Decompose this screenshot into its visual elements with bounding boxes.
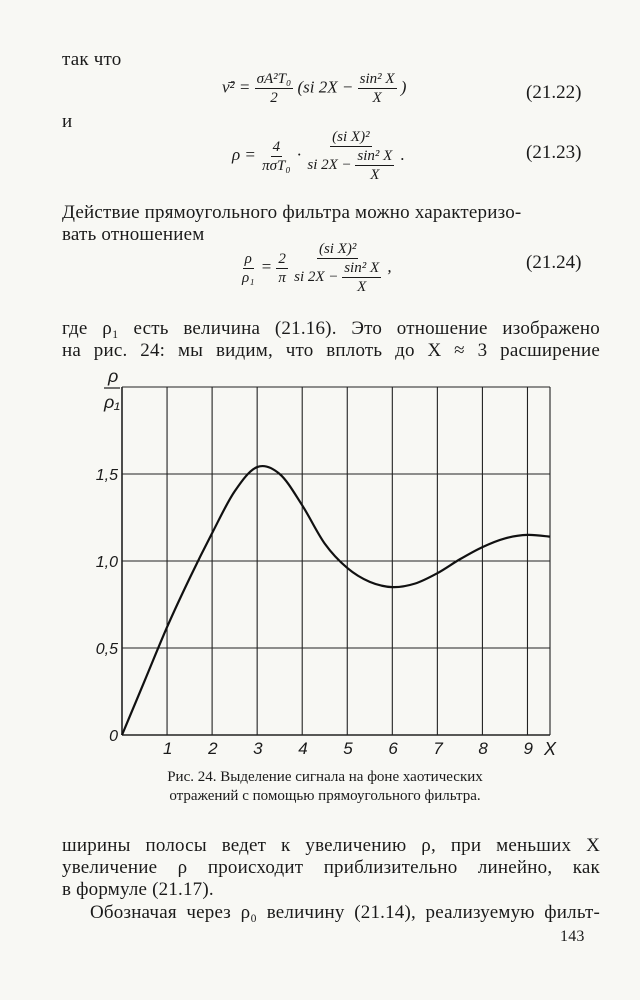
eq2-big-numerator: (si X)² xyxy=(332,129,370,145)
paragraph-1-line-1: Действие прямоугольного фильтра можно характеризо- xyxy=(62,202,522,223)
eq2-inner-numerator: sin² X xyxy=(357,148,393,164)
paragraph-1-line-2: вать отношением xyxy=(62,224,205,245)
figure-24-chart xyxy=(90,362,570,762)
eq2-numerator: 4 xyxy=(272,138,281,155)
equation-number-21-22: (21.22) xyxy=(526,82,582,103)
eq3-inner-denominator: X xyxy=(357,279,367,295)
eq3-inner-fraction xyxy=(342,259,381,296)
y-axis-label-denominator: ρ₁ xyxy=(104,392,120,412)
eq3-equals: = xyxy=(260,256,273,276)
eq3-big-numerator: (si X)² xyxy=(318,241,357,257)
eq1-lhs: ν̄² = xyxy=(222,77,251,97)
eq3-lhs-numerator: ρ xyxy=(244,250,252,267)
equation-number-21-24: (21.24) xyxy=(526,252,582,273)
eq2-lhs: ρ = xyxy=(232,144,256,164)
eq1-body: (si 2X − xyxy=(297,77,354,97)
eq3-fraction xyxy=(276,250,288,287)
y-tick-label: 0 xyxy=(109,728,118,745)
equation-number-21-23: (21.23) xyxy=(526,142,582,163)
eq2-end: . xyxy=(400,144,405,164)
eq3-den-left: si 2X − xyxy=(294,268,339,285)
x-tick-label: 6 xyxy=(388,739,398,758)
eq3-end: , xyxy=(387,256,392,276)
paragraph-3-line-2: увеличение ρ происходит приблизительно линейно, как xyxy=(62,857,600,878)
equation-21-24 xyxy=(240,240,392,296)
eq2-inner-fraction xyxy=(355,147,394,184)
eq1-numerator: σA²T₀ xyxy=(256,71,292,87)
page-number: 143 xyxy=(560,928,585,945)
chart-tick-labels xyxy=(96,467,534,758)
y-tick-label: 0,5 xyxy=(95,641,118,658)
eq3-big-fraction xyxy=(292,240,383,296)
chart-series xyxy=(122,466,550,735)
eq1-close: ) xyxy=(400,77,407,97)
paragraph-2-line-2: на рис. 24: мы видим, что вплоть до X ≈ 3 расширение xyxy=(62,340,600,361)
and-text: и xyxy=(62,111,73,132)
paragraph-4-line-1: Обозначая через ρ₀ величину (21.14), реализуемую фильт- xyxy=(90,902,600,923)
eq2-dot: · xyxy=(296,144,302,164)
caption-line-2: отражений с помощью прямоугольного фильтра. xyxy=(169,788,481,804)
paragraph-3-line-1: ширины полосы ведет к увеличению ρ, при меньших X xyxy=(62,835,600,856)
x-tick-label: 2 xyxy=(208,739,218,758)
eq3-lhs-denominator: ρ₁ xyxy=(242,269,255,286)
x-axis-label: X xyxy=(544,739,557,759)
x-tick-label: 3 xyxy=(253,739,263,758)
intro-text: так что xyxy=(62,49,122,70)
eq3-lhs-fraction xyxy=(240,250,256,287)
caption-line-1: Рис. 24. Выделение сигнала на фоне хаотических xyxy=(167,769,483,785)
eq1-inner-numerator: sin² X xyxy=(359,71,395,87)
x-tick-label: 9 xyxy=(523,739,533,758)
eq3-numerator: 2 xyxy=(278,250,286,267)
x-tick-label: 1 xyxy=(163,739,173,758)
paragraph-2-line-1: где ρ₁ есть величина (21.16). Это отношение изображено xyxy=(62,318,600,339)
eq3-big-denominator xyxy=(292,259,383,296)
y-tick-label: 1,0 xyxy=(95,554,118,571)
eq2-den-left: si 2X − xyxy=(307,156,352,173)
eq2-big-denominator xyxy=(305,147,396,184)
eq1-inner-denominator: X xyxy=(372,90,382,106)
eq1-fraction xyxy=(255,70,294,107)
equation-21-23 xyxy=(232,128,405,184)
eq2-fraction xyxy=(260,138,292,175)
y-axis-label-numerator: ρ xyxy=(108,366,119,386)
eq1-denominator: 2 xyxy=(270,90,278,106)
series-line xyxy=(122,466,550,735)
eq3-inner-numerator: sin² X xyxy=(344,260,380,276)
eq2-inner-denominator: X xyxy=(370,167,380,183)
x-tick-label: 8 xyxy=(478,739,488,758)
eq2-big-fraction xyxy=(305,128,396,184)
y-tick-label: 1,5 xyxy=(95,467,118,484)
x-tick-label: 7 xyxy=(433,739,443,758)
figure-caption xyxy=(90,768,560,806)
equation-21-22 xyxy=(222,70,406,107)
eq1-inner-fraction xyxy=(358,70,397,107)
paragraph-3-line-3: в формуле (21.17). xyxy=(62,879,214,900)
eq2-denominator: πσT₀ xyxy=(262,157,291,174)
x-tick-label: 5 xyxy=(343,739,353,758)
chart-grid xyxy=(122,387,550,735)
eq3-denominator: π xyxy=(278,269,286,286)
x-tick-label: 4 xyxy=(298,739,308,758)
